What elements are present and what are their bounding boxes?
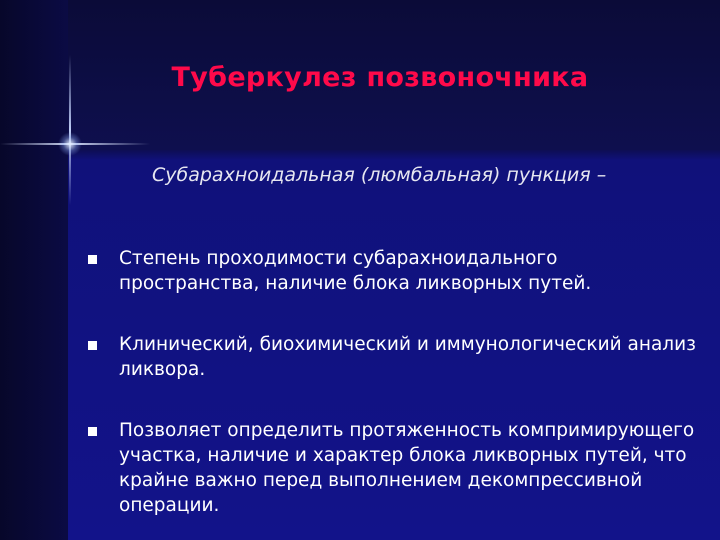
bullet-list [88, 246, 698, 540]
star-glow [58, 132, 82, 156]
bullet-text: Позволяет определить протяженность компримирующего участка, наличие и характер блока ликворных путей, что крайне важно перед выполнением декомпрессивной операции. [119, 420, 695, 516]
bullet-item [88, 332, 698, 382]
square-bullet-icon [88, 427, 97, 436]
slide-subtitle: Субарахноидальная (люмбальная) пункция – [152, 164, 607, 186]
bullet-item [88, 246, 698, 296]
bullet-item [88, 418, 698, 518]
square-bullet-icon [88, 255, 97, 264]
slide-title: Туберкулез позвоночника [171, 62, 589, 93]
bullet-text: Степень проходимости субарахноидального пространства, наличие блока ликворных путей. [119, 248, 592, 294]
square-bullet-icon [88, 341, 97, 350]
left-band [0, 0, 68, 540]
bullet-text: Клинический, биохимический и иммунологический анализ ликвора. [119, 334, 696, 380]
